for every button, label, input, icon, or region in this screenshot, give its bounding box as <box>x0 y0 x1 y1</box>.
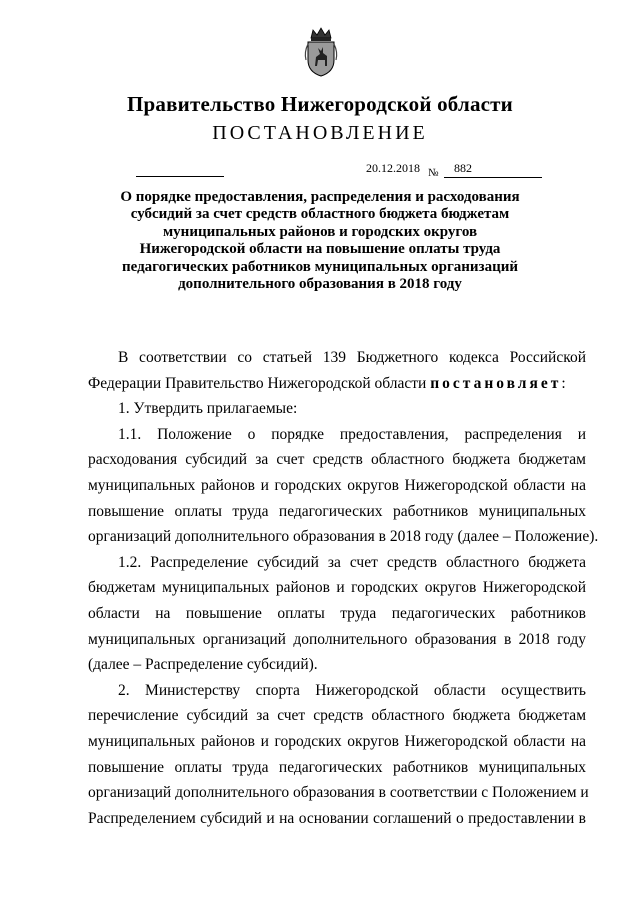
body-line: (далее – Распределение субсидий). <box>88 656 318 674</box>
body-line: организаций дополнительного образования в 2018 году (далее – Положение). <box>88 528 599 546</box>
heading-line: дополнительного образования в 2018 году <box>178 276 462 293</box>
body-line: организаций дополнительного образования в соответствии с Положением и <box>88 784 589 802</box>
heading-line: муниципальных районов и городских округов <box>162 223 478 240</box>
heading-line: субсидий за счет средств областного бюджета бюджетам <box>130 206 510 223</box>
body-line: муниципальных районов и городских округов Нижегородской области на <box>88 732 586 750</box>
document-heading <box>80 189 560 293</box>
heading-line: педагогических работников муниципальных организаций <box>121 258 518 275</box>
body-line: муниципальных районов и городских округов Нижегородской области на <box>88 476 586 494</box>
body-line <box>88 371 586 397</box>
body-line: повышение оплаты труда педагогических работников муниципальных <box>88 758 586 776</box>
body-line: В соответствии со статьей 139 Бюджетного кодекса Российской <box>118 349 586 366</box>
document-number: 882 <box>454 161 472 175</box>
decree-word: постановляет <box>430 374 562 392</box>
document-kind: ПОСТАНОВЛЕНИЕ <box>212 122 428 144</box>
coat-of-arms-icon <box>302 26 340 78</box>
heading-line: О порядке предоставления, распределения и расходования <box>120 189 520 205</box>
body-line: расходования субсидий за счет средств областного бюджета бюджетам <box>88 451 586 469</box>
body-line: 1.2. Распределение субсидий за счет средств областного бюджета <box>118 553 586 571</box>
body-line: 1.1. Положение о порядке предоставления, распределения и <box>118 425 586 443</box>
body-line: области на повышение оплаты труда педагогических работников <box>88 604 586 622</box>
body-text-fragment: Федерации Правительство Нижегородской области <box>88 374 427 392</box>
body-line: перечисление субсидий за счет средств областного бюджета бюджетам <box>88 707 586 725</box>
heading-line: Нижегородской области на повышение оплаты труда <box>139 241 501 258</box>
body-line: бюджетам муниципальных районов и городских округов Нижегородской <box>88 579 586 597</box>
body-line: повышение оплаты труда педагогических работников муниципальных <box>88 502 586 520</box>
body-line: 2. Министерству спорта Нижегородской области осуществить <box>118 681 586 699</box>
government-name: Правительство Нижегородской области <box>127 92 513 116</box>
body-line: Распределением субсидий и на основании соглашений о предоставлении в <box>88 809 586 827</box>
number-underline <box>444 177 542 178</box>
body-line: 1. Утвердить прилагаемые: <box>118 400 298 418</box>
body-text-fragment: : <box>561 374 566 392</box>
document-body <box>88 345 599 831</box>
number-sign: № <box>428 167 439 179</box>
document-date: 20.12.2018 <box>366 161 420 175</box>
blank-underline <box>136 176 224 177</box>
body-line: муниципальных организаций дополнительного образования в 2018 году <box>88 630 586 648</box>
